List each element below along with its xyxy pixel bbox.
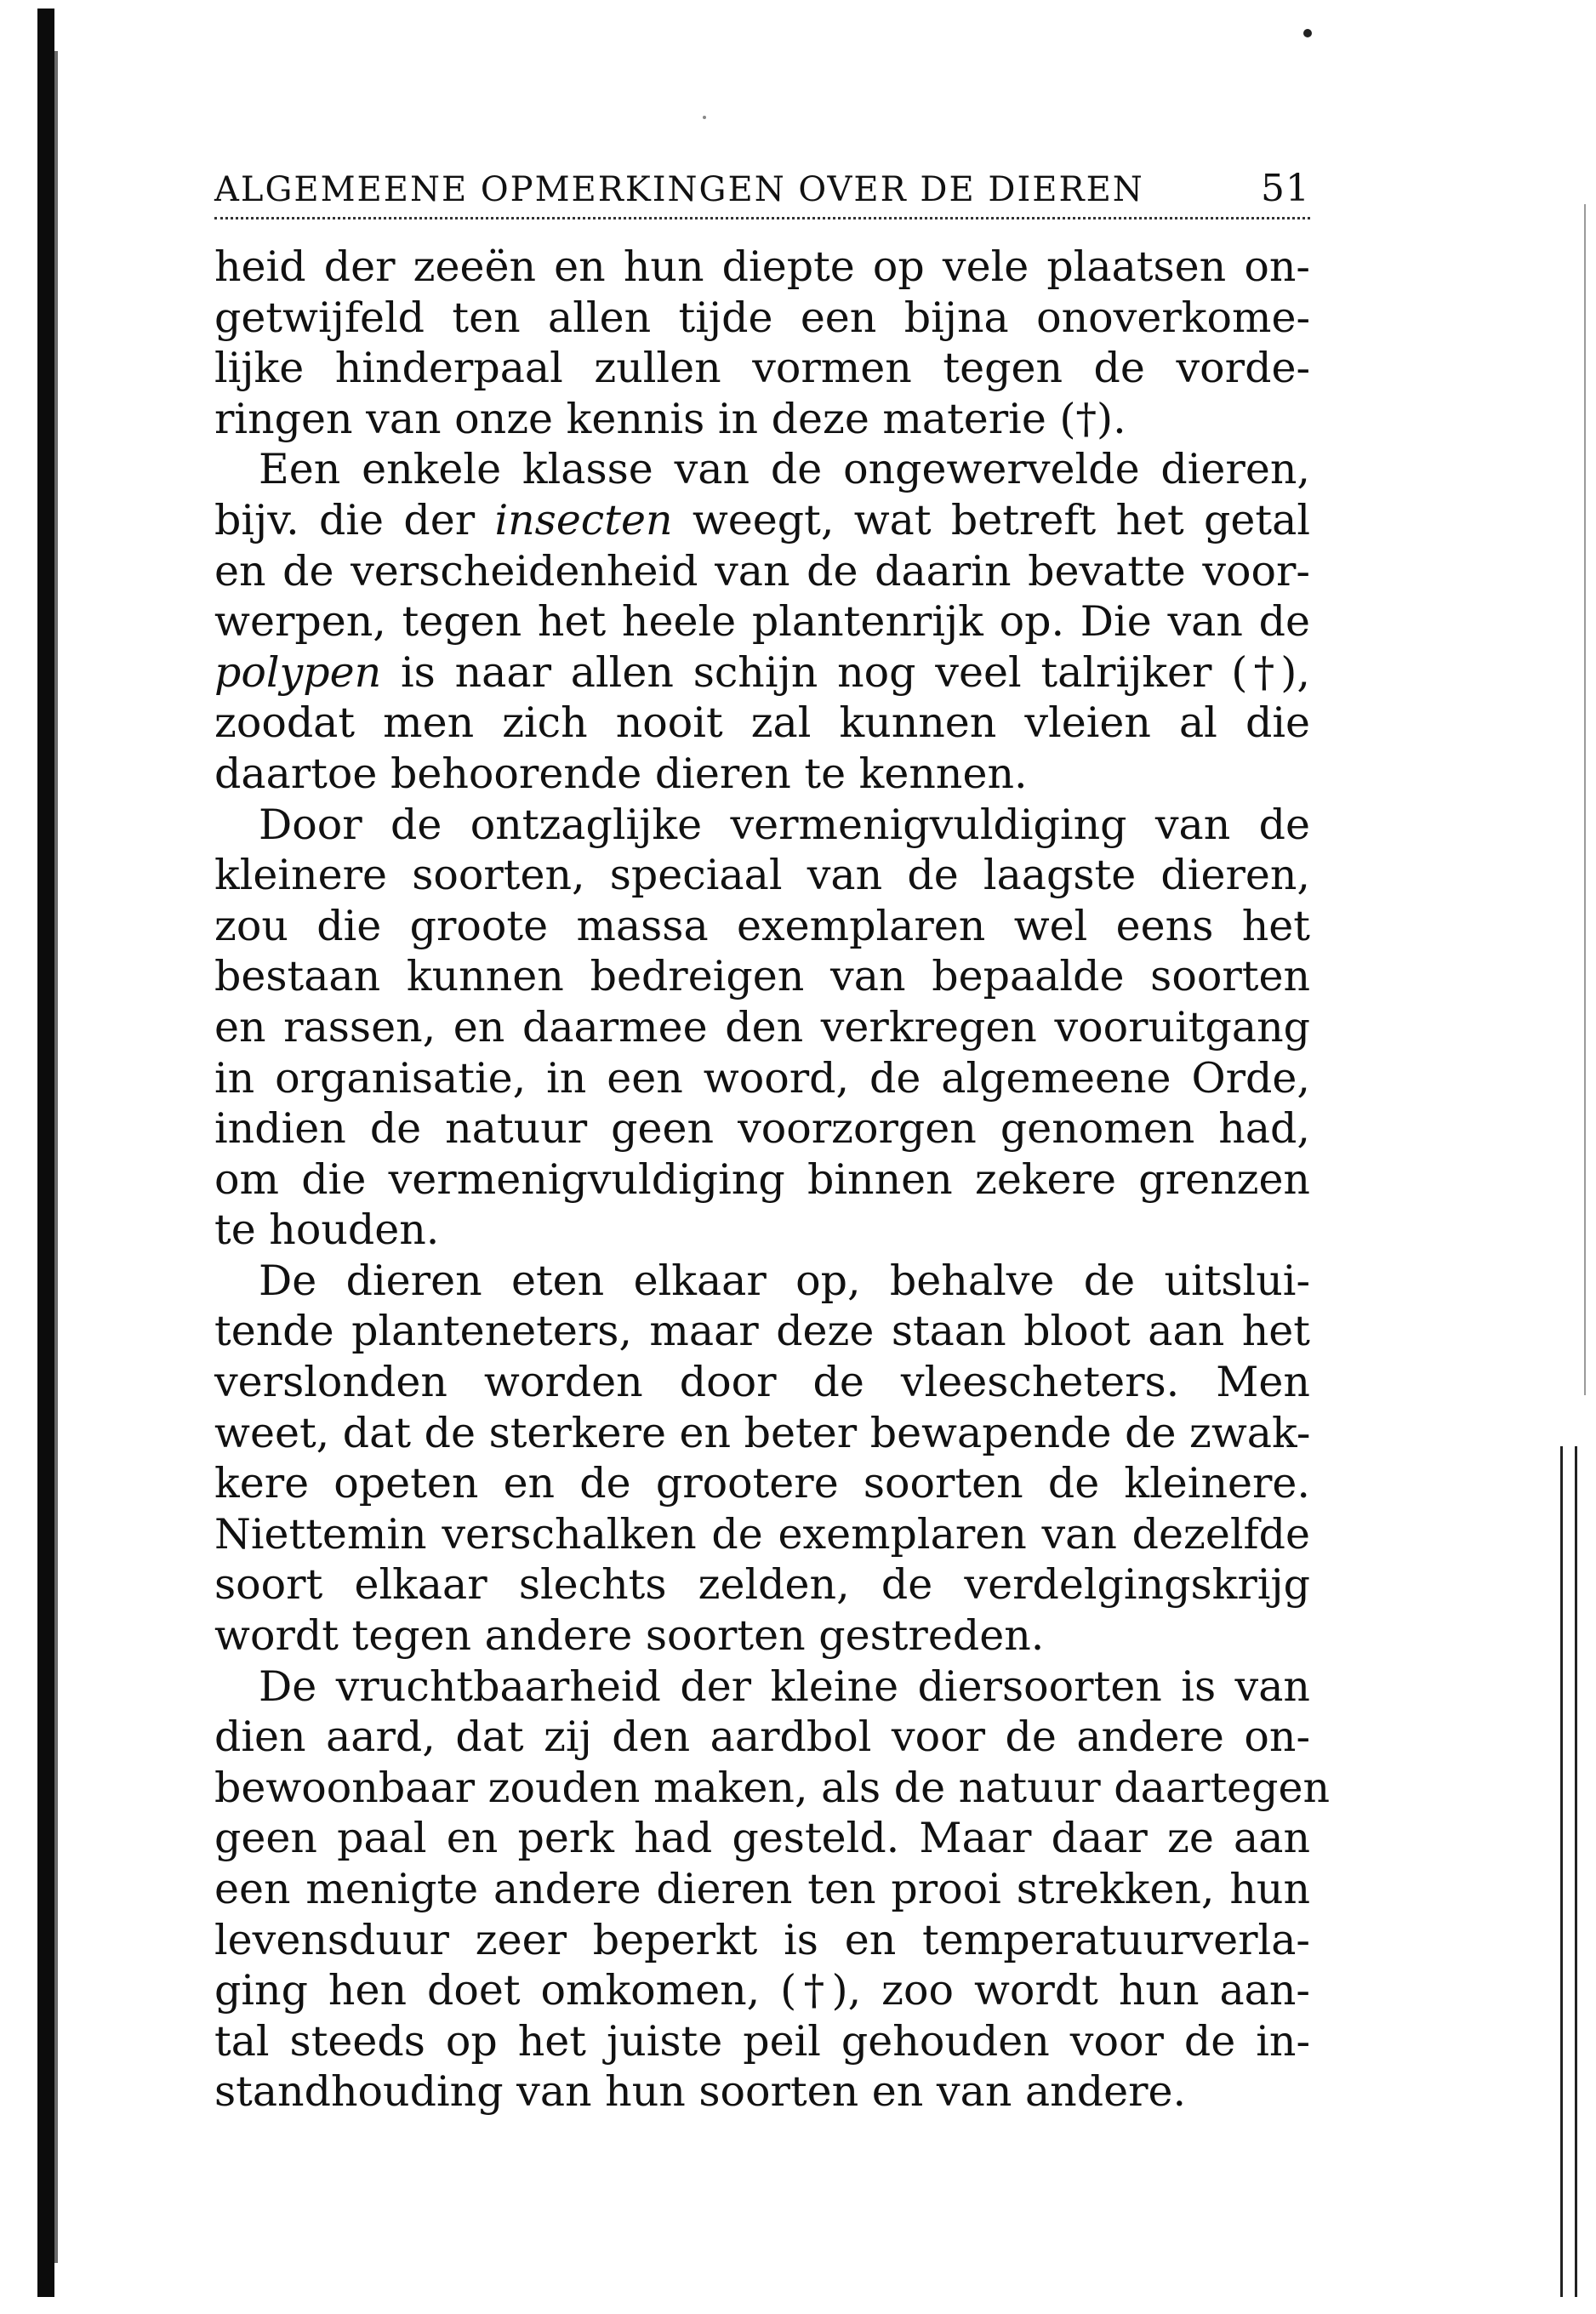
text-line: werpen, tegen het heele plantenrijk op. Die van de xyxy=(214,597,1310,647)
ink-speck xyxy=(703,116,706,119)
text-line: Een enkele klasse van de ongewervelde dieren, xyxy=(259,445,1310,494)
text-line: getwijfeld ten allen tijde een bijna onoverkome- xyxy=(214,293,1310,342)
text-line: weet, dat de sterkere en beter bewapende de zwak- xyxy=(214,1408,1311,1457)
text-line: geen paal en perk had gesteld. Maar daar ze aan xyxy=(214,1814,1310,1863)
running-header xyxy=(214,167,1310,219)
text-line: zou die groote massa exemplaren wel eens het xyxy=(214,901,1310,950)
page-edge-right xyxy=(1584,204,1586,1395)
text-line: indien de natuur geen voorzorgen genomen had, xyxy=(214,1104,1310,1154)
page-number: 51 xyxy=(1261,167,1310,210)
text-line: tal steeds op het juiste peil gehouden voor de in- xyxy=(214,2016,1310,2066)
text-line: dien aard, dat zij den aardbol voor de andere on- xyxy=(214,1713,1310,1762)
text-line: Door de ontzaglijke vermenigvuldiging van de xyxy=(259,800,1310,849)
text-line: wordt tegen andere soorten gestreden. xyxy=(214,1611,1045,1661)
text-line: in organisatie, in een woord, de algemeene Orde, xyxy=(214,1053,1310,1103)
binding-shadow-left xyxy=(37,9,54,2297)
text-line: om die vermenigvuldiging binnen zekere grenzen xyxy=(214,1154,1310,1204)
body-text xyxy=(214,242,1331,2117)
text-line: bijv. die der insecten weegt, wat betreft het getal xyxy=(214,495,1310,544)
binding-lines-right xyxy=(1560,1446,1577,2297)
text-line: standhouding van hun soorten en van andere. xyxy=(214,2067,1187,2117)
text-line: heid der zeeën en hun diepte op vele plaatsen on- xyxy=(214,242,1310,291)
text-line: soort elkaar slechts zelden, de verdelgingskrijg xyxy=(214,1560,1310,1610)
text-line: tende planteneters, maar deze staan bloot aan het xyxy=(214,1307,1310,1356)
text-line: De dieren eten elkaar op, behalve de uitslui- xyxy=(259,1256,1310,1305)
text-line: Niettemin verschalken de exemplaren van dezelfde xyxy=(214,1509,1310,1559)
text-line: zoodat men zich nooit zal kunnen vleien al die xyxy=(214,698,1310,748)
binding-edge-left xyxy=(54,51,58,2263)
text-line: en de verscheidenheid van de daarin bevatte voor- xyxy=(214,546,1310,596)
text-line: ging hen doet omkomen, (†), zoo wordt hun aan- xyxy=(214,1966,1310,2015)
ink-speck xyxy=(1303,29,1312,37)
running-title: ALGEMEENE OPMERKINGEN OVER DE DIEREN xyxy=(214,170,1144,209)
text-line: bewoonbaar zouden maken, als de natuur daartegen xyxy=(214,1763,1331,1812)
text-line: te houden. xyxy=(214,1205,440,1255)
text-line: daartoe behoorende dieren te kennen. xyxy=(214,749,1028,798)
text-line: lijke hinderpaal zullen vormen tegen de vorde- xyxy=(214,344,1310,393)
text-line: en rassen, en daarmee den verkregen vooruitgang xyxy=(214,1002,1310,1052)
text-line: polypen is naar allen schijn nog veel talrijker (†), xyxy=(214,647,1310,697)
text-line: ringen van onze kennis in deze materie (†). xyxy=(214,394,1126,443)
text-line: levensduur zeer beperkt is en temperatuurverla- xyxy=(214,1915,1310,1964)
book-page xyxy=(214,167,1331,2117)
text-line: bestaan kunnen bedreigen van bepaalde soorten xyxy=(214,952,1310,1001)
text-line: kleinere soorten, speciaal van de laagste dieren, xyxy=(214,851,1310,900)
text-line: De vruchtbaarheid der kleine diersoorten is van xyxy=(259,1661,1310,1711)
text-line: kere opeten en de grootere soorten de kleinere. xyxy=(214,1459,1310,1508)
text-line: verslonden worden door de vleescheters. Men xyxy=(214,1358,1310,1407)
text-line: een menigte andere dieren ten prooi strekken, hun xyxy=(214,1865,1310,1913)
